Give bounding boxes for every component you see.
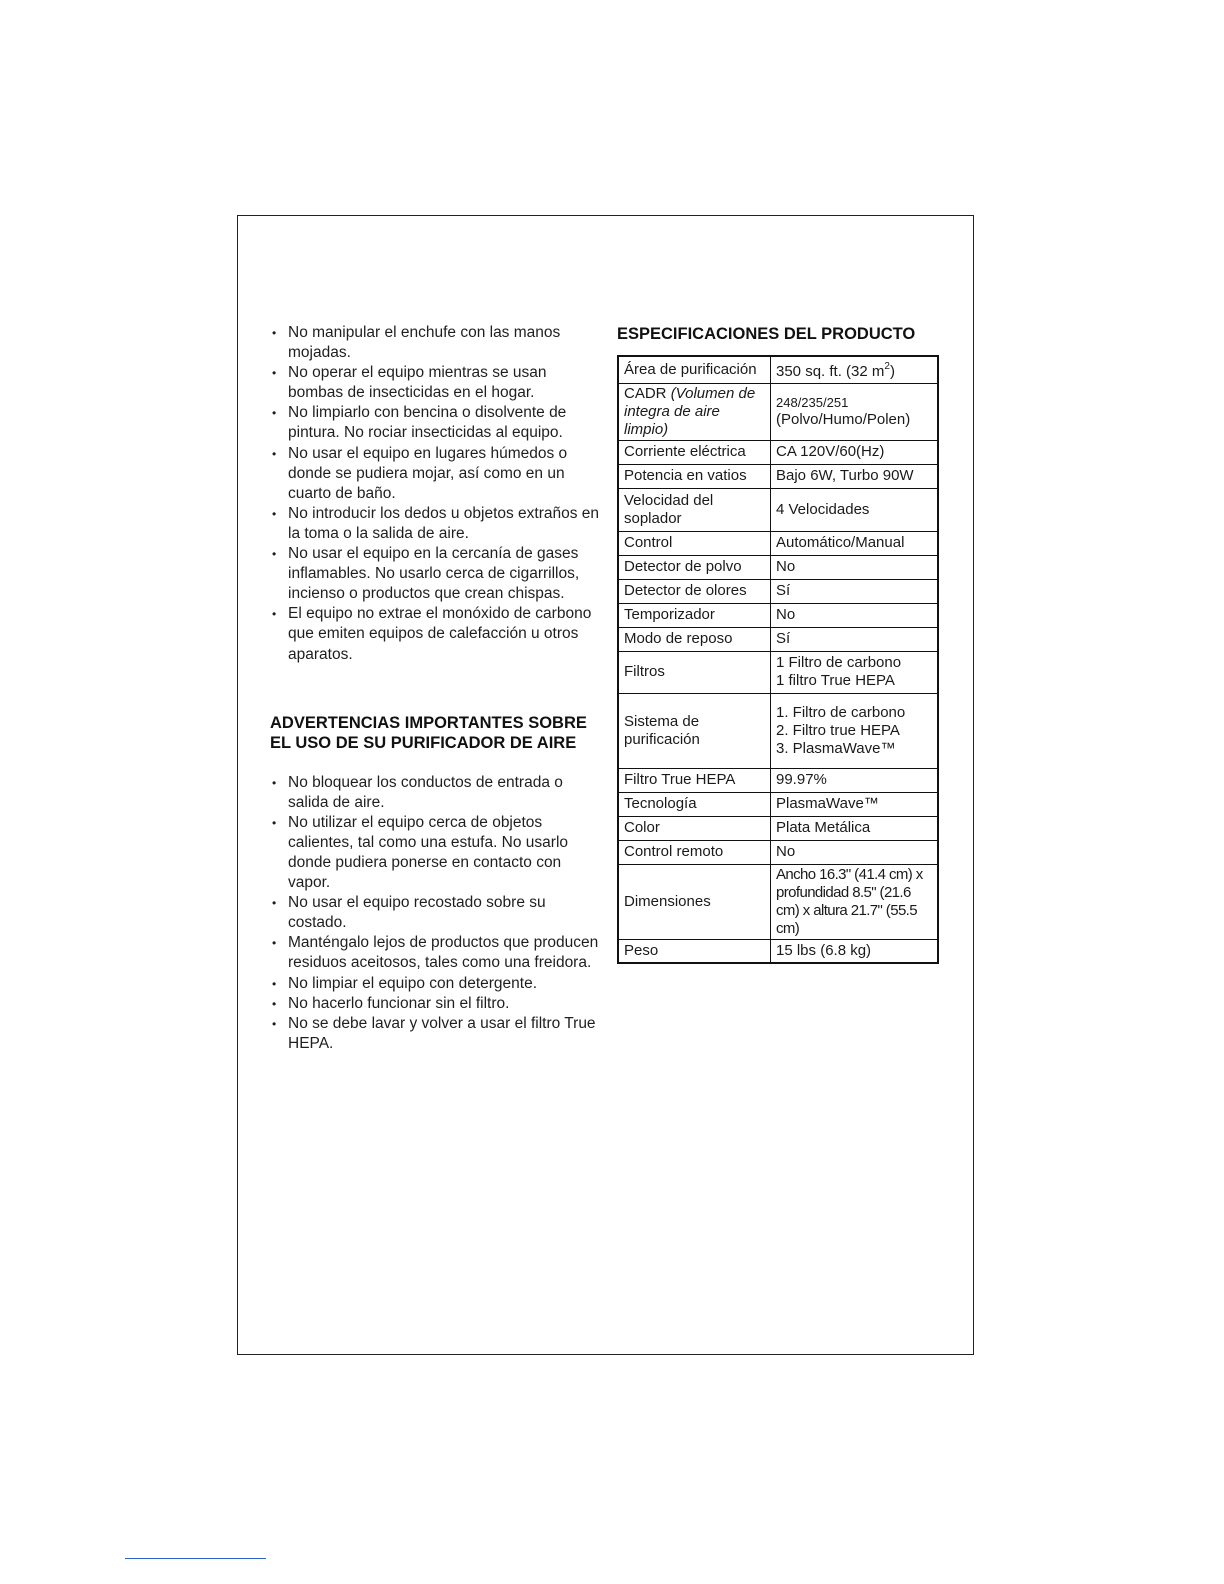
spec-label: Detector de polvo	[618, 555, 771, 579]
spec-label: CADR (Volumen de integra de aire limpio)	[618, 383, 771, 440]
spec-value: 15 lbs (6.8 kg)	[771, 939, 939, 963]
spec-value: 350 sq. ft. (32 $m^2$)	[771, 356, 939, 383]
table-row	[618, 939, 938, 963]
table-row	[618, 693, 938, 768]
list-item: • No operar el equipo mientras se usan bombas de insecticidas en el hogar.	[270, 363, 600, 403]
right-column	[617, 323, 940, 964]
list-item: • No usar el equipo recostado sobre su costado.	[270, 893, 600, 933]
list-item: • No manipular el enchufe con las manos mojadas.	[270, 323, 600, 363]
list-item: • No bloquear los conductos de entrada o salida de aire.	[270, 773, 600, 813]
spec-label: Modo de reposo	[618, 627, 771, 651]
spec-value: No	[771, 840, 939, 864]
table-row	[618, 768, 938, 792]
footer-underline	[125, 1558, 266, 1559]
spec-value: No	[771, 603, 939, 627]
spec-value: PlasmaWave™	[771, 792, 939, 816]
spec-label: Área de purificación	[618, 356, 771, 383]
list-item: • No se debe lavar y volver a usar el filtro True HEPA.	[270, 1014, 600, 1054]
spec-value: No	[771, 555, 939, 579]
table-row	[618, 464, 938, 488]
spec-label: Sistema de purificación	[618, 693, 771, 768]
spec-value: Sí	[771, 579, 939, 603]
spec-value: 99.97%	[771, 768, 939, 792]
spec-label: Corriente eléctrica	[618, 440, 771, 464]
spec-label: Temporizador	[618, 603, 771, 627]
warnings-list	[270, 773, 600, 1054]
table-row	[618, 603, 938, 627]
spec-value: 4 Velocidades	[771, 488, 939, 531]
spec-value: 1 Filtro de carbono 1 filtro True HEPA	[771, 651, 939, 693]
spec-value: Plata Metálica	[771, 816, 939, 840]
spec-value: Sí	[771, 627, 939, 651]
list-item: • No usar el equipo en la cercanía de gases inflamables. No usarlo cerca de cigarrillos, incienso o productos que crean chispas.	[270, 544, 600, 604]
list-item: • No limpiar el equipo con detergente.	[270, 974, 600, 994]
specs-heading: ESPECIFICACIONES DEL PRODUCTO	[617, 325, 916, 343]
spec-value: 248/235/251 (Polvo/Humo/Polen)	[771, 383, 939, 440]
table-row	[618, 579, 938, 603]
list-item: • Manténgalo lejos de productos que producen residuos aceitosos, tales como una freidora.	[270, 933, 600, 973]
safety-list	[270, 323, 600, 665]
list-item: • No hacerlo funcionar sin el filtro.	[270, 994, 600, 1014]
spec-label: Dimensiones	[618, 864, 771, 939]
spec-value: Bajo 6W, Turbo 90W	[771, 464, 939, 488]
table-row	[618, 864, 938, 939]
left-column	[270, 323, 600, 1054]
table-row	[618, 627, 938, 651]
table-row	[618, 488, 938, 531]
table-row	[618, 792, 938, 816]
table-row	[618, 356, 938, 383]
list-item: • No limpiarlo con bencina o disolvente de pintura. No rociar insecticidas al equipo.	[270, 403, 600, 443]
spec-label: Velocidad del soplador	[618, 488, 771, 531]
table-row	[618, 555, 938, 579]
list-item: • No utilizar el equipo cerca de objetos calientes, tal como una estufa. No usarlo donde pudiera ponerse en contacto con vapor.	[270, 813, 600, 893]
spec-value: Ancho 16.3" (41.4 cm) x profundidad 8.5" (21.6 cm) x altura 21.7" (55.5 cm)	[771, 864, 939, 939]
spec-label: Potencia en vatios	[618, 464, 771, 488]
spec-label: Color	[618, 816, 771, 840]
spec-label: Control remoto	[618, 840, 771, 864]
spec-label: Filtros	[618, 651, 771, 693]
spec-label: Tecnología	[618, 792, 771, 816]
list-item: • No usar el equipo en lugares húmedos o donde se pudiera mojar, así como en un cuarto de baño.	[270, 444, 600, 504]
list-item: • El equipo no extrae el monóxido de carbono que emiten equipos de calefacción u otros aparatos.	[270, 604, 600, 664]
warnings-heading: ADVERTENCIAS IMPORTANTES SOBRE EL USO DE SU PURIFICADOR DE AIRE	[270, 713, 587, 752]
spec-label: Filtro True HEPA	[618, 768, 771, 792]
table-row	[618, 531, 938, 555]
spec-value: Automático/Manual	[771, 531, 939, 555]
spec-value: CA 120V/60(Hz)	[771, 440, 939, 464]
table-row	[618, 440, 938, 464]
table-row	[618, 840, 938, 864]
spec-label: Detector de olores	[618, 579, 771, 603]
table-row	[618, 651, 938, 693]
list-item: • No introducir los dedos u objetos extraños en la toma o la salida de aire.	[270, 504, 600, 544]
spec-label: Control	[618, 531, 771, 555]
table-row	[618, 383, 938, 440]
spec-label: Peso	[618, 939, 771, 963]
specs-table	[617, 355, 939, 964]
spec-value: 1. Filtro de carbono 2. Filtro true HEPA 3. PlasmaWave™	[771, 693, 939, 768]
table-row	[618, 816, 938, 840]
